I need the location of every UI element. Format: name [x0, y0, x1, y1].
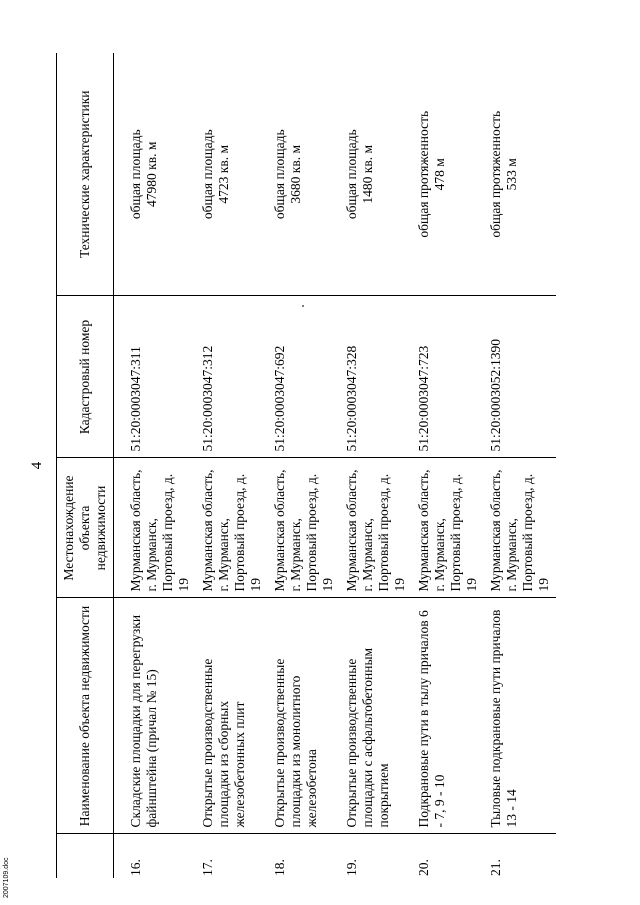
cell-location-line: Мурманская область,	[416, 469, 431, 592]
cell-location-line: Мурманская область,	[200, 469, 215, 592]
cell-number: 16.	[114, 834, 197, 878]
cell-location-line: Мурманская область,	[272, 469, 287, 592]
cell-cadastral: 51:20:0003047:328	[340, 296, 412, 458]
cell-location	[268, 458, 340, 598]
table-header-row	[57, 53, 114, 878]
cell-cadastral: 51:20:0003047:692	[268, 296, 340, 458]
table-row	[412, 53, 484, 878]
cell-location-line: Мурманская область,	[128, 469, 143, 592]
cell-technical-line: 533 м	[504, 158, 519, 191]
cell-cadastral: 51:20:0003047:312	[196, 296, 268, 458]
cell-number: 18.	[268, 834, 340, 878]
cell-technical	[412, 53, 484, 296]
cell-location	[340, 458, 412, 598]
table-row	[114, 53, 197, 878]
cell-name: Подкрановые пути в тылу причалов 6 - 7, 9 - 10	[412, 598, 484, 834]
cell-number: 19.	[340, 834, 412, 878]
footer-code-text: 2007109.doc	[3, 857, 10, 898]
table-row	[340, 53, 412, 878]
cell-location-line: г. Мурманск,	[360, 518, 375, 592]
cell-technical	[340, 53, 412, 296]
cell-location-line: Мурманская область,	[488, 469, 503, 592]
cell-location-line: Портовый проезд, д. 19	[160, 473, 191, 592]
cell-technical-line: общая площадь	[344, 129, 359, 220]
property-register-table	[56, 53, 556, 878]
header-location: Местонахождение объекта недвижимости	[57, 458, 114, 598]
cell-technical	[196, 53, 268, 296]
cell-name: Открытые производственные площадки из сборных железобетонных плит	[196, 598, 268, 834]
header-cadastral: Кадастровый номер	[57, 296, 114, 458]
cell-number: 21.	[484, 834, 556, 878]
page-number: 4	[29, 461, 45, 470]
cell-location-line: г. Мурманск,	[432, 518, 447, 592]
cell-location-line: Мурманская область,	[344, 469, 359, 592]
cell-location-line: г. Мурманск,	[144, 518, 159, 592]
cell-name: Тыловые подкрановые пути причалов 13 - 14	[484, 598, 556, 834]
cell-cadastral: 51:20:0003052:1390	[484, 296, 556, 458]
header-name: Наименование объекта недвижимости	[57, 598, 114, 834]
table-row	[484, 53, 556, 878]
cell-technical	[114, 53, 197, 296]
cell-cadastral: 51:20:0003047:723	[412, 296, 484, 458]
scan-speck	[302, 305, 304, 307]
rotated-page-content	[28, 53, 623, 878]
cell-location-line: г. Мурманск,	[216, 518, 231, 592]
header-technical: Технические характеристики	[57, 53, 114, 296]
cell-technical-line: общая площадь	[200, 129, 215, 220]
footer-file-code	[3, 838, 63, 898]
cell-location-line: Портовый проезд, д. 19	[304, 473, 335, 592]
cell-location	[484, 458, 556, 598]
cell-location-line: Портовый проезд, д. 19	[520, 473, 551, 592]
cell-technical	[484, 53, 556, 296]
cell-location-line: Портовый проезд, д. 19	[376, 473, 407, 592]
cell-technical-line: 1480 кв. м	[360, 144, 375, 204]
cell-location	[196, 458, 268, 598]
cell-location-line: г. Мурманск,	[504, 518, 519, 592]
cell-name: Открытые производственные площадки с асфальтобетонным покрытием	[340, 598, 412, 834]
cell-location-line: Портовый проезд, д. 19	[448, 473, 479, 592]
cell-cadastral: 51:20:0003047:311	[114, 296, 197, 458]
cell-number: 20.	[412, 834, 484, 878]
cell-technical-line: 478 м	[432, 158, 447, 191]
cell-number: 17.	[196, 834, 268, 878]
cell-technical-line: 4723 кв. м	[216, 144, 231, 204]
cell-location	[412, 458, 484, 598]
cell-location-line: Портовый проезд, д. 19	[232, 473, 263, 592]
table-body	[114, 53, 557, 878]
cell-location	[114, 458, 197, 598]
table-row	[196, 53, 268, 878]
cell-location-line: г. Мурманск,	[288, 518, 303, 592]
cell-technical-line: общая площадь	[128, 129, 143, 220]
header-number	[57, 834, 114, 878]
cell-name: Складские площадки для перегрузки файнштейна (причал № 15)	[114, 598, 197, 834]
cell-name: Открытые производственные площадки из монолитного железобетона	[268, 598, 340, 834]
table-row	[268, 53, 340, 878]
cell-technical-line: 47980 кв. м	[144, 141, 159, 207]
cell-technical-line: общая протяженность	[416, 110, 431, 238]
cell-technical-line: общая площадь	[272, 129, 287, 220]
cell-technical-line: общая протяженность	[488, 110, 503, 238]
cell-technical-line: 3680 кв. м	[288, 144, 303, 204]
cell-technical	[268, 53, 340, 296]
